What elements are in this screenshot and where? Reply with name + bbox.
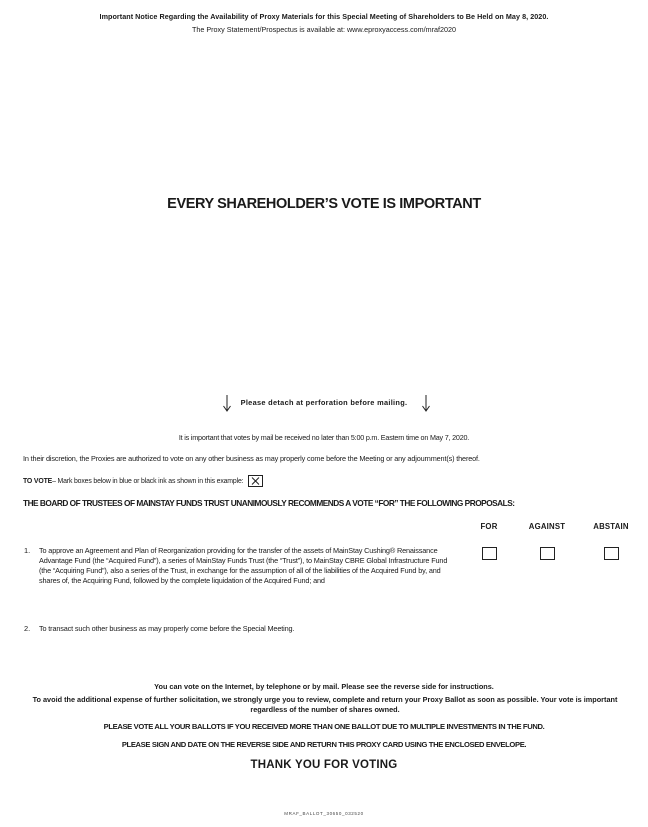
column-header-for: FOR	[480, 522, 498, 531]
column-header-abstain: ABSTAIN	[593, 522, 629, 531]
document-code: MRAF_BALLOT_30650_032520	[284, 811, 364, 816]
thank-you-message: THANK YOU FOR VOTING	[250, 759, 398, 771]
availability-notice: Important Notice Regarding the Availability of Proxy Materials for this Special Meeting of Shareholders to Be Held on May 8, 2020.	[99, 12, 549, 21]
solicitation-note: To avoid the additional expense of further solicitation, we strongly urge you to review, complete and return your Proxy Ballot as soon as possible. Your vote is important regardless of the number of shares owned.	[32, 695, 618, 714]
proxy-availability-line: The Proxy Statement/Prospectus is available at: www.eproxyaccess.com/mraf2020	[191, 25, 457, 34]
example-marked-box	[248, 475, 263, 487]
to-vote-label: TO VOTE	[23, 477, 53, 485]
multiple-ballots-note: PLEASE VOTE ALL YOUR BALLOTS IF YOU RECEIVED MORE THAN ONE BALLOT DUE TO MULTIPLE INVESTMENTS IN THE FUND.	[103, 722, 545, 731]
vote-instruction	[23, 475, 263, 487]
to-vote-instruction: – Mark boxes below in blue or black ink as shown in this example:	[52, 477, 244, 485]
proposal-1-for-checkbox[interactable]	[482, 547, 497, 560]
sign-and-return-note: PLEASE SIGN AND DATE ON THE REVERSE SIDE AND RETURN THIS PROXY CARD USING THE ENCLOSED ENVELOPE.	[121, 740, 527, 749]
board-recommendation: THE BOARD OF TRUSTEES OF MAINSTAY FUNDS TRUST UNANIMOUSLY RECOMMENDS A VOTE “FOR” THE FOLLOWING PROPOSALS:	[23, 498, 515, 508]
proposal-text: To approve an Agreement and Plan of Reorganization providing for the transfer of the assets of MainStay Cushing® Renaissance Advantage Fund (the “Acquired Fund”), a series of MainStay Funds Trust (the “Trust”), to MainStay CBRE Global Infrastructure Fund (the “Acquiring Fund”), also a series of the Trust, in exchange for the assumption of all of the liabilities of the Acquired Fund by, and shares of, the Acquiring Fund, followed by the complete liquidation of the Acquired Fund; and	[39, 546, 448, 585]
proposal-number: 1.	[24, 546, 31, 555]
proposal-number: 2.	[24, 624, 31, 633]
page-title: EVERY SHAREHOLDER’S VOTE IS IMPORTANT	[167, 196, 481, 212]
detach-text: Please detach at perforation before mailing.	[240, 398, 408, 407]
down-arrow-icon	[421, 395, 431, 412]
x-mark-icon	[249, 476, 262, 486]
detach-instruction	[0, 395, 648, 413]
proposal-text: To transact such other business as may properly come before the Special Meeting.	[39, 624, 295, 633]
column-header-against: AGAINST	[528, 522, 566, 531]
vote-methods-note: You can vote on the Internet, by telephone or by mail. Please see the reverse side for instructions.	[154, 682, 494, 691]
proposal-1-against-checkbox[interactable]	[540, 547, 555, 560]
proposal-1-abstain-checkbox[interactable]	[604, 547, 619, 560]
discretion-statement: In their discretion, the Proxies are authorized to vote on any other business as may properly come before the Meeting or any adjournment(s) thereof.	[23, 454, 480, 463]
mail-deadline: It is important that votes by mail be received no later than 5:00 p.m. Eastern time on May 7, 2020.	[178, 433, 470, 442]
